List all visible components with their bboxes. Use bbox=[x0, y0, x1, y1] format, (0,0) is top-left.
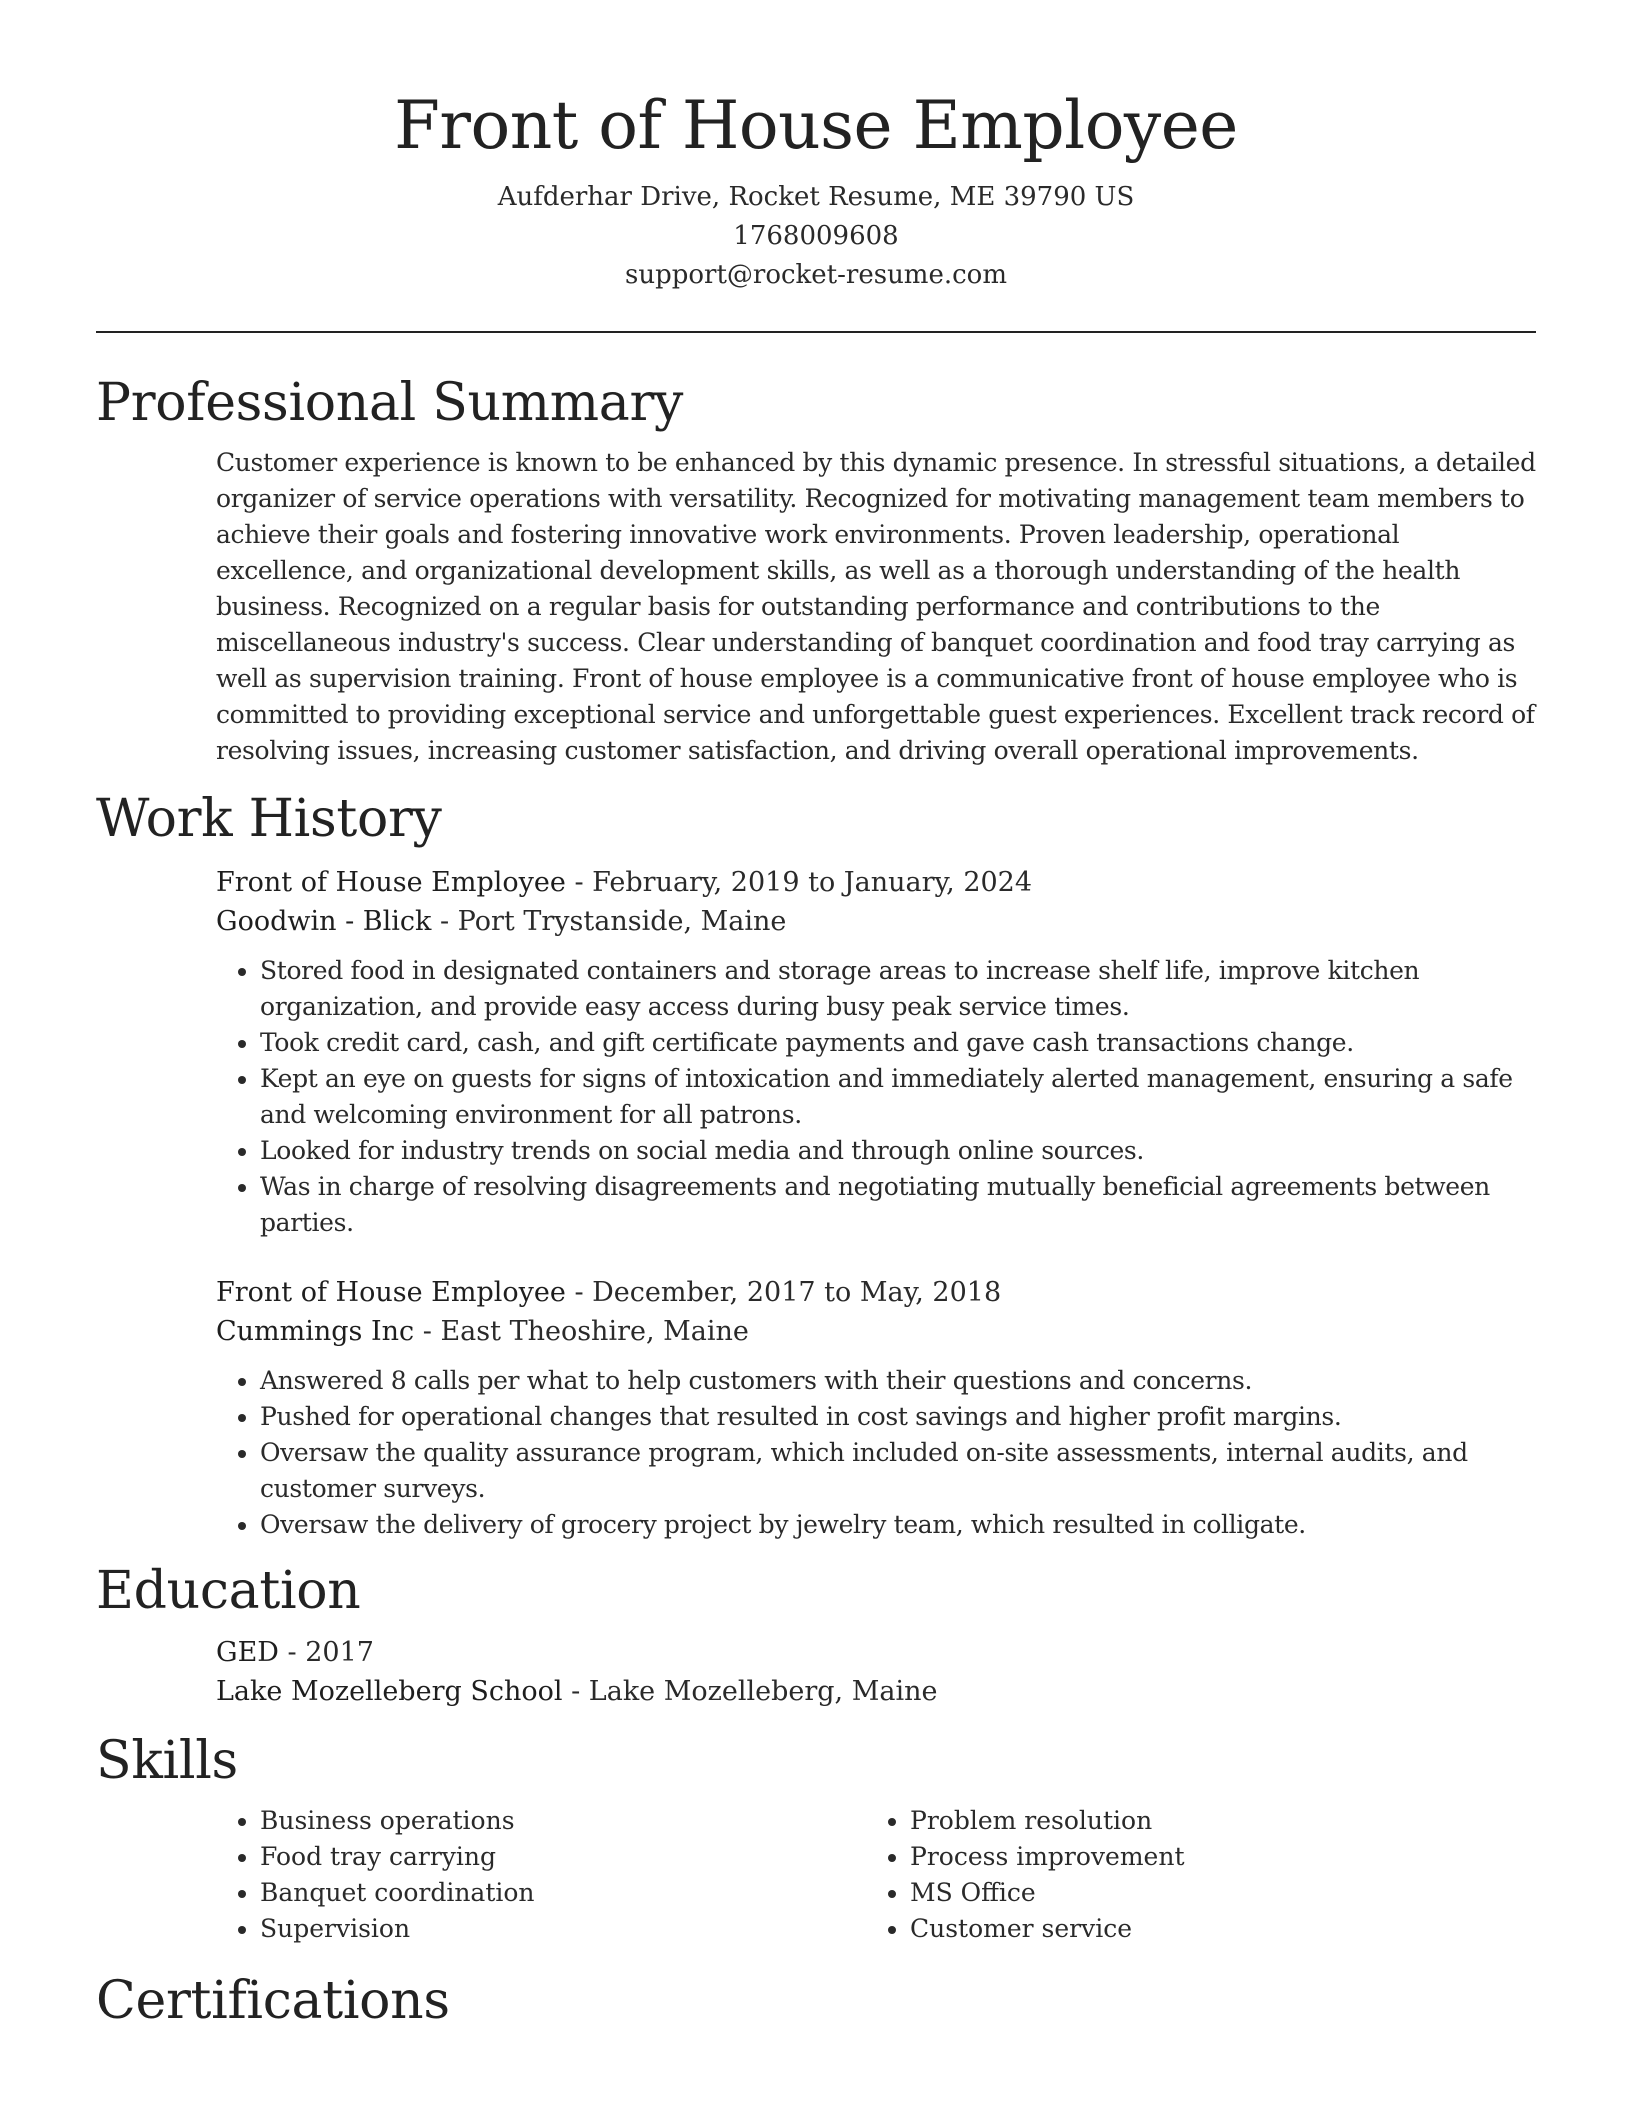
education-location: - Lake Mozelleberg, Maine bbox=[562, 1676, 938, 1707]
skills-section bbox=[96, 1729, 1536, 1947]
summary-body bbox=[216, 445, 1536, 769]
job-bullet: • Pushed for operational changes that resulted in cost savings and higher profit margins. bbox=[260, 1399, 1536, 1435]
job-location: - East Theoshire, Maine bbox=[414, 1316, 749, 1347]
work-history-section bbox=[96, 787, 1536, 1543]
job-bullet: • Looked for industry trends on social media and through online sources. bbox=[260, 1133, 1536, 1169]
education-section bbox=[96, 1559, 1536, 1711]
certifications-section bbox=[96, 1969, 1536, 2033]
education-degree-line bbox=[216, 1633, 1536, 1672]
skill-item: • Food tray carrying bbox=[260, 1839, 866, 1875]
job-title-line bbox=[216, 1273, 1536, 1312]
education-title: Education bbox=[96, 1561, 361, 1621]
skill-item: • Process improvement bbox=[910, 1839, 1516, 1875]
job-bullet: • Kept an eye on guests for signs of intoxication and immediately alerted management, ensuring a safe and welcoming environment for all patrons. bbox=[260, 1061, 1536, 1133]
skill-item: • Problem resolution bbox=[910, 1803, 1516, 1839]
education-entry bbox=[216, 1633, 1536, 1711]
skills-list bbox=[866, 1803, 1516, 1947]
job-title-line bbox=[216, 863, 1536, 902]
resume-header bbox=[96, 0, 1536, 295]
job-position: Front of House Employee bbox=[216, 867, 566, 898]
skills-list bbox=[216, 1803, 866, 1947]
job-entry bbox=[216, 1273, 1536, 1543]
education-degree: GED bbox=[216, 1637, 279, 1668]
contact-address: Aufderhar Drive, Rocket Resume, ME 39790 US bbox=[497, 182, 1135, 212]
job-bullet: • Took credit card, cash, and gift certificate payments and gave cash transactions change. bbox=[260, 1025, 1536, 1061]
skills-grid bbox=[216, 1803, 1536, 1947]
skills-column-left bbox=[216, 1803, 866, 1947]
skill-item: • Customer service bbox=[910, 1911, 1516, 1947]
skill-item: • Banquet coordination bbox=[260, 1875, 866, 1911]
job-bullet: • Oversaw the delivery of grocery project by jewelry team, which resulted in colligate. bbox=[260, 1507, 1536, 1543]
contact-info bbox=[96, 178, 1536, 295]
skill-item: • Business operations bbox=[260, 1803, 866, 1839]
skill-item: • Supervision bbox=[260, 1911, 866, 1947]
candidate-name: Front of House Employee bbox=[394, 87, 1238, 164]
summary-title: Professional Summary bbox=[96, 373, 684, 433]
job-dates: - February, 2019 to January, 2024 bbox=[565, 867, 1033, 898]
skill-item: • MS Office bbox=[910, 1875, 1516, 1911]
summary-section bbox=[96, 371, 1536, 769]
skills-column-right bbox=[866, 1803, 1516, 1947]
job-bullet: • Stored food in designated containers and storage areas to increase shelf life, improve kitchen organization, and provide easy access during busy peak service times. bbox=[260, 953, 1536, 1025]
summary-text: Customer experience is known to be enhanced by this dynamic presence. In stressful situations, a detailed organizer of service operations with versatility. Recognized for motivating management team members to achieve their goals and fostering innovative work environments. Proven leadership, operational excellence, and organizational development skills, as well as a thorough understanding of the health business. Recognized on a regular basis for outstanding performance and contributions to the miscellaneous industry's success. Clear understanding of banquet coordination and food tray carrying as well as supervision training. Front of house employee is a communicative front of house employee who is committed to providing exceptional service and unforgettable guest experiences. Excellent track record of resolving issues, increasing customer satisfaction, and driving overall operational improvements. bbox=[216, 448, 1536, 765]
job-bullet: • Was in charge of resolving disagreements and negotiating mutually beneficial agreements between parties. bbox=[260, 1169, 1536, 1241]
job-dates: - December, 2017 to May, 2018 bbox=[565, 1277, 1002, 1308]
job-entry bbox=[216, 863, 1536, 1241]
education-school: Lake Mozelleberg School bbox=[216, 1676, 563, 1707]
job-bullet-list bbox=[216, 953, 1536, 1241]
job-company: Goodwin - Blick bbox=[216, 906, 432, 937]
job-bullet: • Answered 8 calls per what to help customers with their questions and concerns. bbox=[260, 1363, 1536, 1399]
job-bullet-list bbox=[216, 1363, 1536, 1543]
job-location: - Port Trystanside, Maine bbox=[431, 906, 787, 937]
header-divider bbox=[96, 331, 1536, 333]
certifications-title: Certifications bbox=[96, 1971, 450, 2031]
job-company: Cummings Inc bbox=[216, 1316, 415, 1347]
resume-page bbox=[96, 0, 1536, 2033]
skills-body bbox=[216, 1803, 1536, 1947]
contact-email: support@rocket-resume.com bbox=[624, 260, 1007, 290]
work-history-title: Work History bbox=[96, 789, 442, 849]
skills-title: Skills bbox=[96, 1731, 238, 1791]
contact-phone: 1768009608 bbox=[733, 221, 899, 251]
education-school-line bbox=[216, 1672, 1536, 1711]
education-year: - 2017 bbox=[278, 1637, 374, 1668]
job-position: Front of House Employee bbox=[216, 1277, 566, 1308]
job-bullet: • Oversaw the quality assurance program, which included on-site assessments, internal audits, and customer surveys. bbox=[260, 1435, 1536, 1507]
job-company-line bbox=[216, 1312, 1536, 1351]
job-company-line bbox=[216, 902, 1536, 941]
